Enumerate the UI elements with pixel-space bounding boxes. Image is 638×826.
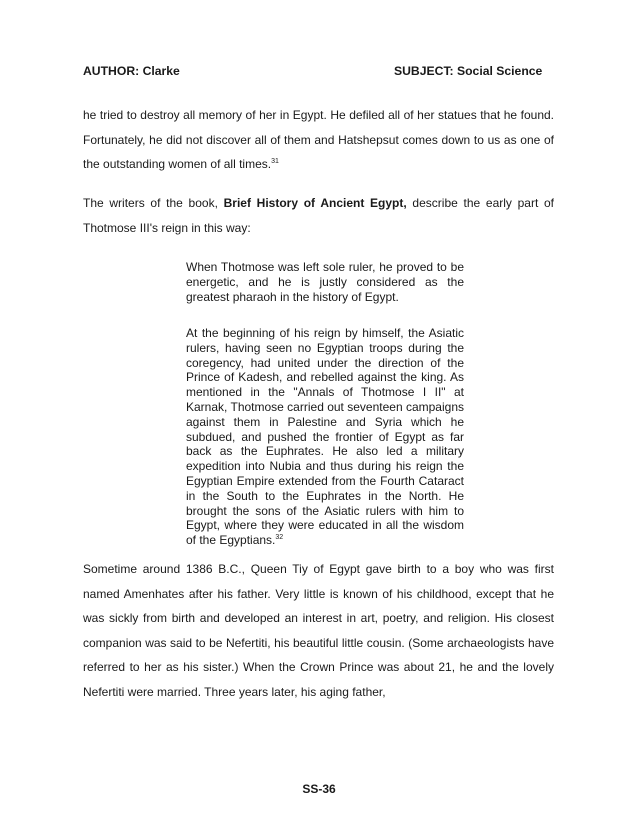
author-label: AUTHOR: Clarke <box>83 64 180 78</box>
paragraph-book-intro <box>83 191 554 240</box>
footnote-ref-31: 31 <box>271 158 279 165</box>
paragraph-amenhates <box>83 557 554 704</box>
paragraph-text: Sometime around 1386 B.C., Queen Tiy of Egypt gave birth to a boy who was first named Amenhates after his father. Very little is known of his childhood, except that he was sickly from birth and developed an interest in art, poetry, and religion. His closest companion was said to be Nefertiti, his beautiful little cousin. (Some archaeologists have referred to her as his sister.) When the Crown Prince was about 21, he and the lovely Nefertiti were married. Three years later, his aging father, <box>83 562 554 699</box>
block-quote-second <box>186 326 464 548</box>
block-quote-first <box>186 260 464 304</box>
quote-text: At the beginning of his reign by himself, the Asiatic rulers, having seen no Egyptian troops during the coregency, had united under the direction of the Prince of Kadesh, and rebelled against the king. As mentioned in the "Annals of Thotmose I II" at Karnak, Thotmose carried out seventeen campaigns against them in Palestine and Syria which he subdued, and pushed the frontier of Egypt as far back as the Euphrates. He also led a military expedition into Nubia and thus during his reign the Egyptian Empire extended from the Fourth Cataract in the South to the Euphrates in the North. He brought the sons of the Asiatic rulers with him to Egypt, where they were educated in all the wisdom of the Egyptians. <box>186 326 464 548</box>
paragraph-text: he tried to destroy all memory of her in Egypt. He defiled all of her statues that he found. Fortunately, he did not discover all of them and Hatshepsut comes down to us as one of the outstanding women of all times. <box>83 108 554 171</box>
subject-label: SUBJECT: Social Science <box>394 64 543 78</box>
book-title: Brief History of Ancient Egypt, <box>223 196 407 210</box>
footnote-ref-32: 32 <box>275 534 284 542</box>
quote-text: When Thotmose was left sole ruler, he proved to be energetic, and he is justly considered as the greatest pharaoh in the history of Egypt. <box>186 260 464 304</box>
paragraph-text: describe the early part of Thotmose III's reign in this way: <box>83 196 555 235</box>
paragraph-text: The writers of the book, <box>83 196 224 210</box>
page-number: SS-36 <box>302 782 336 796</box>
paragraph-hatshepsut <box>83 103 554 177</box>
